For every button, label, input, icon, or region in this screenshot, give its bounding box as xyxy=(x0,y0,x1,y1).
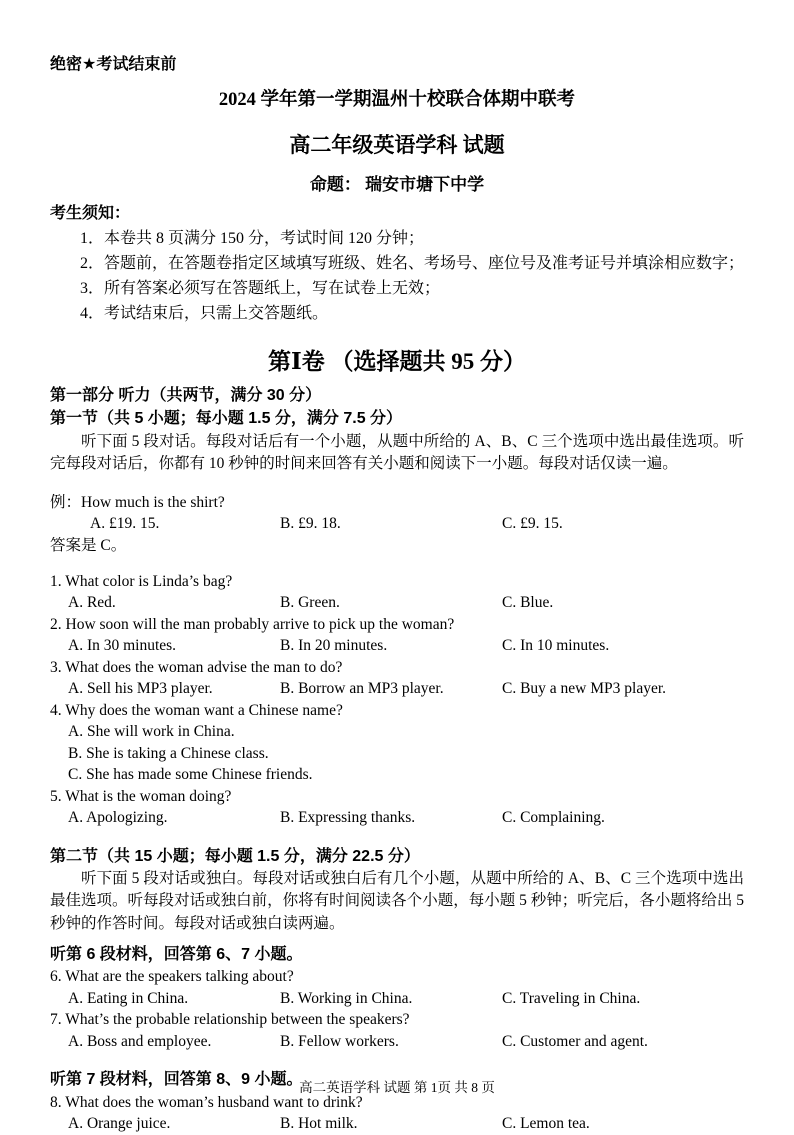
question-7-option-c: C. Customer and agent. xyxy=(502,1032,648,1050)
example-prompt: 例：How much is the shirt? xyxy=(50,493,225,511)
question-7-options xyxy=(50,1031,744,1053)
question-1-options xyxy=(50,592,744,614)
question-5-option-a: A. Apologizing. xyxy=(68,809,168,827)
example-options xyxy=(50,513,744,535)
question-4-option-b: B. She is taking a Chinese class. xyxy=(68,744,269,762)
section2-heading: 第二节（共 15 小题；每小题 1.5 分，满分 22.5 分） xyxy=(50,847,420,865)
question-5-options xyxy=(50,807,744,829)
page-footer: 高二英语学科 试题 第 1页 共 8 页 xyxy=(299,1079,495,1095)
section1-heading: 第一节（共 5 小题；每小题 1.5 分，满分 7.5 分） xyxy=(50,410,403,428)
question-1-option-b: B. Green. xyxy=(280,594,340,612)
question-2 xyxy=(50,614,744,657)
question-8-options xyxy=(50,1113,744,1135)
section2-instructions: 听下面 5 段对话或独白。每段对话或独白后有几个小题，从题中所给的 A、B、C 三个选项中选出最佳选项。听每段对话或独白前，你将有时间阅读各个小题，每小题 5 秒钟；听完后，各小题将给出 5 秒钟的作答时间。每段对话或独白读两遍。 xyxy=(50,869,744,932)
question-6-options xyxy=(50,988,744,1010)
proposer-line: 命题： 瑞安市塘下中学 xyxy=(309,174,485,194)
question-4-option-a: A. She will work in China. xyxy=(68,723,235,741)
spacer xyxy=(50,935,744,943)
question-7 xyxy=(50,1009,744,1052)
question-5-text: 5. What is the woman doing? xyxy=(50,787,232,805)
question-6-option-c: C. Traveling in China. xyxy=(502,989,641,1007)
notice-item-2: 2．答题前，在答题卷指定区域填写班级、姓名、考场号、座位号及准考证号并填涂相应数字； xyxy=(80,254,745,272)
spacer xyxy=(50,557,744,571)
question-8-option-b: B. Hot milk. xyxy=(280,1115,358,1133)
material-6-heading: 听第 6 段材料，回答第 6、7 小题。 xyxy=(50,946,303,964)
question-5-option-c: C. Complaining. xyxy=(502,809,605,827)
question-6-option-b: B. Working in China. xyxy=(280,989,413,1007)
question-4-option-c: C. She has made some Chinese friends. xyxy=(68,766,313,784)
candidate-notice xyxy=(50,203,744,326)
section1-instructions: 听下面 5 段对话。每段对话后有一个小题，从题中所给的 A、B、C 三个选项中选出最佳选项。听完每段对话后，你都有 10 秒钟的时间来回答有关小题和阅读下一小题。每段对话仅读一遍。 xyxy=(50,432,744,473)
notice-title: 考生须知： xyxy=(50,204,131,222)
question-1-option-a: A. Red. xyxy=(68,594,116,612)
question-3-option-b: B. Borrow an MP3 player. xyxy=(280,680,444,698)
question-5-option-b: B. Expressing thanks. xyxy=(280,809,416,827)
question-1-text: 1. What color is Linda’s bag? xyxy=(50,572,233,590)
example-answer: 答案是 C。 xyxy=(50,536,127,554)
question-3-options xyxy=(50,678,744,700)
example-option-a: A. £19. 15. xyxy=(90,515,160,533)
notice-item-3: 3．所有答案必须写在答题纸上，写在试卷上无效； xyxy=(80,279,441,297)
subject-title: 高二年级英语学科 试题 xyxy=(289,132,505,157)
question-3-option-c: C. Buy a new MP3 player. xyxy=(502,680,667,698)
question-4 xyxy=(50,700,744,786)
example-block xyxy=(50,492,744,557)
question-2-options xyxy=(50,635,744,657)
question-1-option-c: C. Blue. xyxy=(502,594,554,612)
material-7-heading: 听第 7 段材料，回答第 8、9 小题。 xyxy=(50,1071,303,1089)
question-7-option-a: A. Boss and employee. xyxy=(68,1032,212,1050)
question-7-text: 7. What’s the probable relationship between the speakers? xyxy=(50,1011,410,1029)
secrecy-label: 绝密★考试结束前 xyxy=(50,56,177,73)
spacer xyxy=(50,829,744,845)
question-6-text: 6. What are the speakers talking about? xyxy=(50,968,294,986)
question-6 xyxy=(50,966,744,1009)
example-option-c: C. £9. 15. xyxy=(502,515,563,533)
notice-item-1: 1．本卷共 8 页满分 150 分，考试时间 120 分钟； xyxy=(80,229,425,247)
question-2-option-b: B. In 20 minutes. xyxy=(280,637,388,655)
question-2-text: 2. How soon will the man probably arrive to pick up the woman? xyxy=(50,615,455,633)
question-8 xyxy=(50,1092,744,1135)
question-3-text: 3. What does the woman advise the man to do? xyxy=(50,658,343,676)
question-8-option-c: C. Lemon tea. xyxy=(502,1115,590,1133)
notice-item-4: 4．考试结束后，只需上交答题纸。 xyxy=(80,304,329,322)
question-1 xyxy=(50,571,744,614)
question-3-option-a: A. Sell his MP3 player. xyxy=(68,680,213,698)
question-2-option-c: C. In 10 minutes. xyxy=(502,637,610,655)
spacer xyxy=(50,1052,744,1068)
question-5 xyxy=(50,786,744,829)
question-7-option-b: B. Fellow workers. xyxy=(280,1032,399,1050)
question-8-option-a: A. Orange juice. xyxy=(68,1115,171,1133)
question-3 xyxy=(50,657,744,700)
volume1-heading: 第Ⅰ卷 （选择题共 95 分） xyxy=(267,348,526,374)
question-8-text: 8. What does the woman’s husband want to drink? xyxy=(50,1093,363,1111)
question-6-option-a: A. Eating in China. xyxy=(68,989,189,1007)
exam-title: 2024 学年第一学期温州十校联合体期中联考 xyxy=(218,89,576,110)
question-4-text: 4. Why does the woman want a Chinese name? xyxy=(50,701,343,719)
question-2-option-a: A. In 30 minutes. xyxy=(68,637,177,655)
part1-heading: 第一部分 听力（共两节，满分 30 分） xyxy=(50,387,322,405)
example-option-b: B. £9. 18. xyxy=(280,515,341,533)
